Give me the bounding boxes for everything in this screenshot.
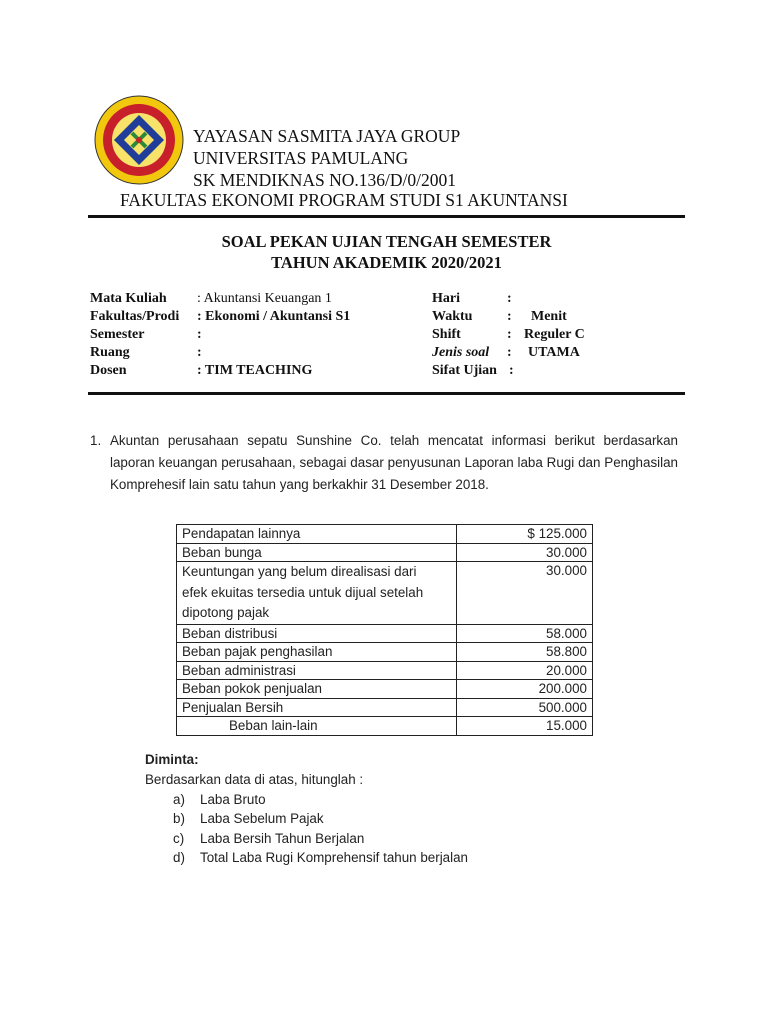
table-row [177,624,593,643]
table-row [177,680,593,699]
header-line-university: UNIVERSITAS PAMULANG [193,148,409,168]
financial-data-table [176,524,593,736]
header-divider [88,215,685,218]
list-marker: a) [173,791,185,807]
table-cell-value: 500.000 [457,698,593,717]
info-label: Jenis soal [432,345,490,360]
info-label: Mata Kuliah [90,291,167,306]
university-logo [94,95,184,185]
info-value: : Ekonomi / Akuntansi S1 [197,309,351,324]
list-text: Laba Sebelum Pajak [200,811,324,826]
info-label: Dosen [90,363,127,378]
table-cell-label: Pendapatan lainnya [177,525,457,544]
question-number: 1. [90,433,102,448]
list-text: Total Laba Rugi Komprehensif tahun berjalan [200,850,468,865]
exam-academic-year: TAHUN AKADEMIK 2020/2021 [271,253,502,272]
info-value: : TIM TEACHING [197,363,313,378]
table-row [177,543,593,562]
requested-section [145,752,468,868]
table-row [177,661,593,680]
list-text: Laba Bruto [200,791,266,807]
table-cell-label: Beban pokok penjualan [177,680,457,699]
table-row [177,562,593,625]
info-value: : [197,345,202,360]
list-marker: c) [173,830,185,846]
info-label: Ruang [90,345,130,360]
info-colon: : [509,363,514,378]
info-value: Menit [531,309,567,324]
info-value: Reguler C [524,327,585,342]
info-colon: : [507,291,512,306]
table-cell-label: Beban bunga [177,543,457,562]
table-row [177,643,593,662]
table-row [177,698,593,717]
table-cell-value: $ 125.000 [457,525,593,544]
table-cell-label: Beban administrasi [177,661,457,680]
info-label: Hari [432,291,460,306]
label-line: dipotong pajak [182,605,270,620]
table-cell-label: Beban distribusi [177,624,457,643]
info-colon: : [507,327,512,342]
label-line: efek ekuitas tersedia untuk dijual setelah [182,584,424,600]
requested-intro: Berdasarkan data di atas, hitunglah : [145,772,364,787]
table-cell-value: 30.000 [457,562,593,625]
table-cell-value: 58.000 [457,624,593,643]
list-item [173,790,468,810]
header-line-faculty: FAKULTAS EKONOMI PROGRAM STUDI S1 AKUNTANSI [120,190,568,210]
info-colon: : [507,309,512,324]
info-value: UTAMA [528,345,580,360]
table-cell-value: 30.000 [457,543,593,562]
table-row [177,525,593,544]
info-label: Sifat Ujian [432,363,497,378]
label-line: Keuntungan yang belum direalisasi dari [182,564,417,579]
header-line-foundation: YAYASAN SASMITA JAYA GROUP [193,126,461,146]
requested-heading: Diminta: [145,752,199,767]
info-label: Waktu [432,309,473,324]
info-divider [88,392,685,395]
table-cell-label [177,562,457,625]
table-cell-value: 200.000 [457,680,593,699]
table-cell-value: 20.000 [457,661,593,680]
list-text: Laba Bersih Tahun Berjalan [200,830,365,846]
info-colon: : [507,345,512,360]
table-cell-label: Penjualan Bersih [177,698,457,717]
info-value: : [197,327,202,342]
table-cell-label: Beban lain-lain [177,717,457,736]
question-1 [90,430,678,496]
list-marker: b) [173,811,185,826]
requested-list [173,790,468,868]
list-marker: d) [173,850,185,865]
info-label: Semester [90,327,145,342]
table-cell-label: Beban pajak penghasilan [177,643,457,662]
list-item [173,809,468,829]
info-value: : Akuntansi Keuangan 1 [197,291,332,306]
info-label: Fakultas/Prodi [90,309,180,324]
list-item [173,848,468,868]
table-row [177,717,593,736]
info-label: Shift [432,327,461,342]
header-line-decree: SK MENDIKNAS NO.136/D/0/2001 [193,170,456,190]
exam-title: SOAL PEKAN UJIAN TENGAH SEMESTER [221,232,552,251]
list-item [173,829,468,849]
question-text: Akuntan perusahaan sepatu Sunshine Co. telah mencatat informasi berikut berdasarkan laporan keuangan perusahaan, sebagai dasar penyusunan Laporan laba Rugi dan Penghasilan Komprehesif lain satu tahun yang berkakhir 31 Desember 2018. [110,433,678,492]
table-cell-value: 58.800 [457,643,593,662]
table-cell-value: 15.000 [457,717,593,736]
